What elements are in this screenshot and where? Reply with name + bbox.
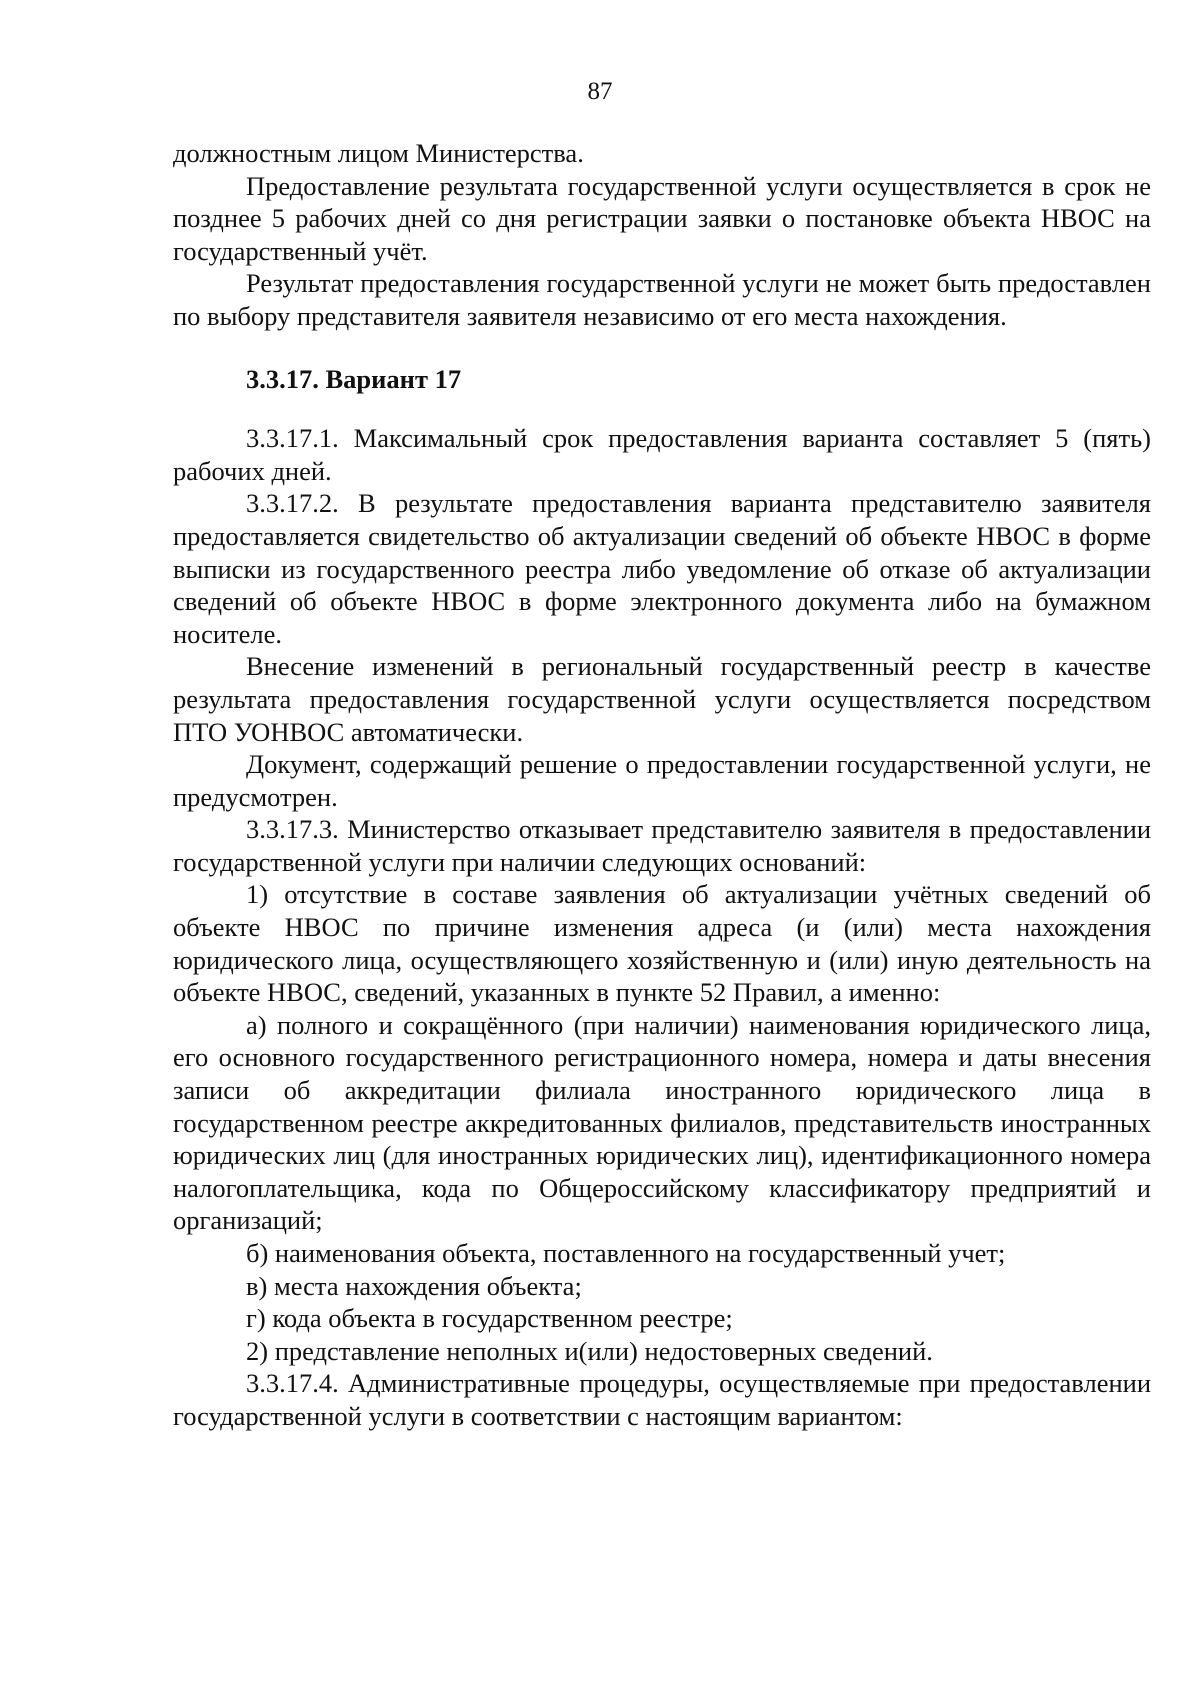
paragraph-3-3-17-2: 3.3.17.2. В результате предоставления варианта представителю заявителя предоставляется свидетельство об актуализации сведений об объекте НВОС в форме выписки из государственного реестра либо уведомление об отказе об актуализации сведений об объекте НВОС в форме электронного документа либо на бумажном носителе. [173,488,1151,649]
list-item-g: г) кода объекта в государственном реестре; [246,1303,733,1334]
list-item-2: 2) представление неполных и(или) недостоверных сведений. [246,1335,933,1366]
paragraph-registry-changes: Внесение изменений в региональный государственный реестр в качестве результата предоставления государственной услуги осуществляется посредством ПТО УОНВОС автоматически. [173,651,1151,747]
paragraph-result-location: Результат предоставления государственной услуги не может быть предоставлен по выбору представителя заявителя независимо от его места нахождения. [173,268,1151,331]
paragraph-result-deadline: Предоставление результата государственной услуги осуществляется в срок не позднее 5 рабочих дней со дня регистрации заявки о постановке объекта НВОС на государственный учёт. [173,170,1151,266]
list-item-a: а) полного и сокращённого (при наличии) наименования юридического лица, его основного государственного регистрационного номера, номера и даты внесения записи об аккредитации филиала иностранного юридического лица в государственном реестре аккредитованных филиалов, представительств иностранных юридических лиц (для иностранных юридических лиц), идентификационного номера налогоплательщика, кода по Общероссийскому классификатору предприятий и организаций; [173,1009,1151,1236]
paragraph-decision-document: Документ, содержащий решение о предоставлении государственной услуги, не предусмотрен. [173,749,1151,812]
paragraph-3-3-17-1: 3.3.17.1. Максимальный срок предоставления варианта составляет 5 (пять) рабочих дней. [173,423,1151,486]
list-item-1: 1) отсутствие в составе заявления об актуализации учётных сведений об объекте НВОС по причине изменения адреса (и (или) места нахождения юридического лица, осуществляющего хозяйственную и (или) иную деятельность на объекте НВОС, сведений, указанных в пункте 52 Правил, а именно: [173,879,1151,1008]
paragraph-3-3-17-3: 3.3.17.3. Министерство отказывает представителю заявителя в предоставлении государственной услуги при наличии следующих оснований: [173,814,1151,877]
paragraph-3-3-17-4: 3.3.17.4. Административные процедуры, осуществляемые при предоставлении государственной услуги в соответствии с настоящим вариантом: [173,1368,1151,1431]
list-item-b: б) наименования объекта, поставленного на государственный учет; [246,1238,1006,1268]
section-heading: 3.3.17. Вариант 17 [246,363,462,394]
page-number: 87 [587,78,613,105]
list-item-v: в) места нахождения объекта; [246,1270,582,1301]
page-body [173,137,1151,1433]
paragraph-continuation: должностным лицом Министерства. [173,138,584,168]
